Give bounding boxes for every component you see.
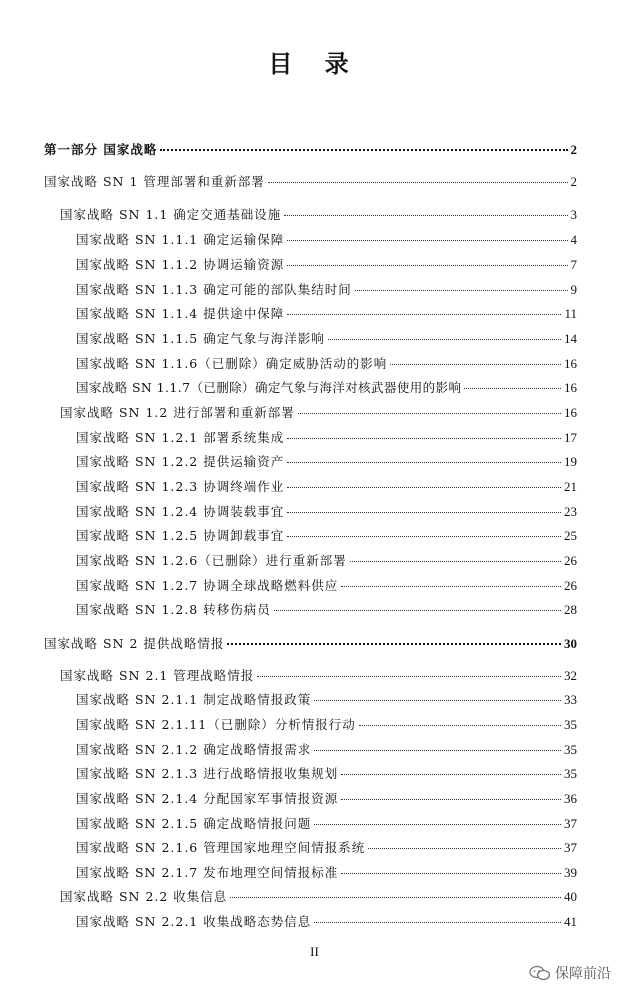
dot-leader [287,462,561,463]
toc-entry-sn1-1-7[interactable] [76,380,577,396]
toc-entry-label: 国家战略 SN 1.1.5 确定气象与海洋影响 [76,331,325,346]
dot-leader [287,240,567,241]
toc-entry-label: 国家战略 SN 1.2.5 协调卸载事宜 [76,528,285,543]
toc-entry-sn1-1-2[interactable] [76,257,577,273]
toc-entry-sn1-2-7[interactable] [76,578,577,594]
toc-page-number: 17 [564,430,577,445]
toc-entry-label: 国家战略 SN 2.1.2 确定战略情报需求 [76,742,312,757]
toc-entry-sn2-1[interactable] [60,668,577,684]
toc-entry-sn1-2-2[interactable] [76,454,577,470]
toc-entry-label: 国家战略 SN 2.2 收集信息 [60,889,228,904]
toc-entry-sn1-2-4[interactable] [76,504,577,520]
dot-leader [227,643,561,645]
toc-page-number: 2 [570,142,577,157]
toc-entry-label: 国家战略 SN 2.2.1 收集战略态势信息 [76,914,312,929]
dot-leader [274,610,561,611]
dot-leader [464,388,561,389]
toc-entry-sn2-1-1[interactable] [76,692,577,708]
toc-entry-label: 国家战略 SN 1.1 确定交通基础设施 [60,207,282,222]
dot-leader [341,774,561,775]
toc-entry-sn1-2-5[interactable] [76,528,577,544]
toc-entry-sn1-1-5[interactable] [76,331,577,347]
toc-entry-label: 国家战略 SN 1.1.2 协调运输资源 [76,257,285,272]
toc-entry-label: 国家战略 SN 1.2.4 协调装载事宜 [76,504,285,519]
toc-page-number: 26 [564,553,577,568]
toc-entry-label: 国家战略 SN 1.2.3 协调终端作业 [76,479,285,494]
wechat-icon [529,965,551,981]
toc-entry-label: 国家战略 SN 1.2.1 部署系统集成 [76,430,285,445]
dot-leader [287,487,561,488]
toc-entry-label: 国家战略 SN 1.2.7 协调全球战略燃料供应 [76,578,339,593]
dot-leader [390,364,561,365]
toc-entry-label: 国家战略 SN 2.1.4 分配国家军事情报资源 [76,791,339,806]
dot-leader [341,873,561,874]
toc-title: 目 录 [268,50,361,78]
toc-page-number: 3 [570,207,577,222]
toc-page-number: 11 [564,306,577,321]
toc-page-number: 37 [564,840,577,855]
toc-entry-label: 第一部分 国家战略 [44,142,158,157]
toc-entry-label: 国家战略 SN 2.1.7 发布地理空间情报标准 [76,865,339,880]
toc-page-number: 16 [564,405,577,420]
toc-entry-label: 国家战略 SN 2.1.5 确定战略情报问题 [76,816,312,831]
dot-leader [314,700,561,701]
dot-leader [160,149,567,151]
toc-page-number: 21 [564,479,577,494]
dot-leader [287,438,561,439]
toc-page-number: 35 [564,717,577,732]
toc-entry-label: 国家战略 SN 1.1.4 提供途中保障 [76,306,285,321]
toc-entry-label: 国家战略 SN 1.1.1 确定运输保障 [76,232,285,247]
toc-entry-label: 国家战略 SN 2.1.1 制定战略情报政策 [76,692,312,707]
dot-leader [368,848,561,849]
dot-leader [284,215,567,216]
toc-entry-sn1-2-8[interactable] [76,602,577,618]
toc-page-number: 16 [564,380,577,395]
toc-entry-sn2-2-1[interactable] [76,914,577,930]
toc-page-number: 41 [564,914,577,929]
toc-page-number: 35 [564,766,577,781]
toc-entry-sn2-1-6[interactable] [76,840,577,856]
toc-entry-sn1-1-4[interactable] [76,306,577,322]
dot-leader [230,897,561,898]
toc-entry-label: 国家战略 SN 1.2.8 转移伤病员 [76,602,271,617]
toc-page-number: 16 [564,356,577,371]
toc-page-number: 33 [564,692,577,707]
toc-entry-part-1[interactable] [44,142,577,158]
toc-page-number: 28 [564,602,577,617]
toc-page-number: 26 [564,578,577,593]
toc-entry-sn1-2-1[interactable] [76,430,577,446]
toc-entry-label: 国家战略 SN 2.1.11（已删除）分析情报行动 [76,717,356,732]
toc-page-number: 2 [570,174,577,189]
dot-leader [359,725,561,726]
toc-page-number: 23 [564,504,577,519]
toc-entry-sn1-1-1[interactable] [76,232,577,248]
watermark [529,963,611,983]
dot-leader [314,824,561,825]
dot-leader [287,314,561,315]
toc-page-number: 32 [564,668,577,683]
toc-entry-sn1-1-3[interactable] [76,282,577,298]
toc-entry-sn2-1-2[interactable] [76,742,577,758]
toc-page-number: 19 [564,454,577,469]
toc-page-number: 30 [564,636,577,651]
dot-leader [355,290,568,291]
toc-entry-sn2[interactable] [44,636,577,652]
dot-leader [314,922,561,923]
toc-entry-sn1-2-6[interactable] [76,553,577,569]
toc-page-number: 9 [570,282,577,297]
toc-entry-label: 国家战略 SN 1.1.3 确定可能的部队集结时间 [76,282,352,297]
toc-entry-label: 国家战略 SN 1.1.7（已删除）确定气象与海洋对核武器使用的影响 [76,380,462,395]
toc-entry-label: 国家战略 SN 2 提供战略情报 [44,636,225,651]
toc-entry-label: 国家战略 SN 1.2 进行部署和重新部署 [60,405,295,420]
toc-page-number: 25 [564,528,577,543]
toc-entry-sn1-2-3[interactable] [76,479,577,495]
dot-leader [350,561,561,562]
toc-entry-sn1-1[interactable] [60,207,577,223]
toc-entry-sn2-1-11[interactable] [76,717,577,733]
toc-entry-sn1-2[interactable] [60,405,577,421]
dot-leader [341,586,561,587]
toc-page-number: 36 [564,791,577,806]
dot-leader [328,339,561,340]
toc-page-number: 14 [564,331,577,346]
dot-leader [287,512,561,513]
toc-entry-sn2-1-7[interactable] [76,865,577,881]
toc-entry-sn2-1-5[interactable] [76,816,577,832]
dot-leader [257,676,561,677]
toc-page-number: 39 [564,865,577,880]
toc-page-number: 37 [564,816,577,831]
toc-page-number: 40 [564,889,577,904]
toc-entry-label: 国家战略 SN 2.1.3 进行战略情报收集规划 [76,766,339,781]
dot-leader [314,750,561,751]
dot-leader [268,182,568,183]
dot-leader [341,799,561,800]
dot-leader [298,413,561,414]
watermark-text: 保障前沿 [555,966,611,982]
toc-page-number: 35 [564,742,577,757]
dot-leader [287,536,561,537]
toc-entry-sn1-1-6[interactable] [76,356,577,372]
toc-entry-sn1[interactable] [44,174,577,190]
toc-page-number: 7 [570,257,577,272]
toc-entry-sn2-1-3[interactable] [76,766,577,782]
toc-entry-label: 国家战略 SN 1.2.6（已删除）进行重新部署 [76,553,347,568]
toc-entry-sn2-1-4[interactable] [76,791,577,807]
toc-entry-label: 国家战略 SN 1.1.6（已删除）确定威胁活动的影响 [76,356,388,371]
page-number-footer: II [310,944,319,959]
dot-leader [287,265,567,266]
toc-page-number: 4 [570,232,577,247]
toc-entry-label: 国家战略 SN 2.1 管理战略情报 [60,668,255,683]
toc-entry-label: 国家战略 SN 1 管理部署和重新部署 [44,174,265,189]
toc-entry-sn2-2[interactable] [60,889,577,905]
toc-entry-label: 国家战略 SN 1.2.2 提供运输资产 [76,454,285,469]
toc-entry-label: 国家战略 SN 2.1.6 管理国家地理空间情报系统 [76,840,366,855]
